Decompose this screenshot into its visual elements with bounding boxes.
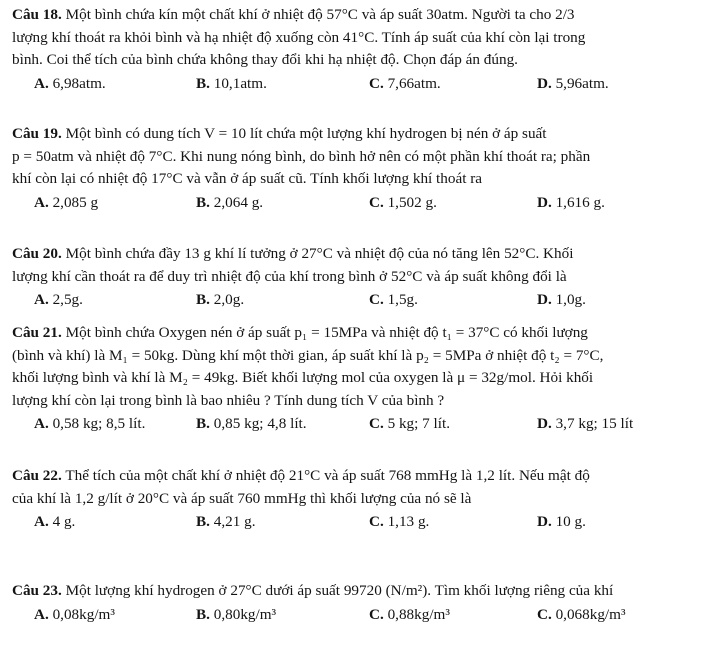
question-text: khối lượng bình và khí là M₂ = 49kg. Biết khối lượng mol của oxygen là μ = 32g/mol. Hỏi khối bbox=[12, 369, 594, 386]
option-b[interactable]: B. 10,1atm. bbox=[196, 74, 267, 92]
question-line bbox=[12, 580, 702, 603]
question-label: Câu 21. bbox=[12, 324, 62, 341]
question-text: Một bình chứa kín một chất khí ở nhiệt độ 57°C và áp suất 30atm. Người ta cho 2/3 bbox=[65, 6, 575, 23]
option-c[interactable]: C. 1,502 g. bbox=[369, 193, 437, 211]
question-label: Câu 18. bbox=[12, 6, 62, 23]
option-c[interactable]: C. 7,66atm. bbox=[369, 74, 441, 92]
answer-options bbox=[12, 510, 702, 534]
option-c[interactable]: C. 0,88kg/m³ bbox=[369, 605, 450, 623]
question-text: Thể tích của một chất khí ở nhiệt độ 21°C và áp suất 768 mmHg là 1,2 lít. Nếu mật độ bbox=[65, 467, 590, 484]
option-d[interactable]: D. 3,7 kg; 15 lít bbox=[537, 415, 634, 432]
question-text: lượng khí cần thoát ra để duy trì nhiệt độ của khí trong bình ở 52°C và áp suất không đổi là bbox=[12, 267, 567, 285]
option-d[interactable]: C. 0,068kg/m³ bbox=[537, 605, 626, 623]
option-c[interactable]: C. 1,13 g. bbox=[369, 513, 430, 530]
answer-options bbox=[12, 191, 702, 215]
question-text: của khí là 1,2 g/lít ở 20°C và áp suất 760 mmHg thì khối lượng của nó sẽ là bbox=[12, 489, 472, 507]
option-d[interactable]: D. 10 g. bbox=[537, 513, 586, 530]
option-b[interactable]: B. 2,064 g. bbox=[196, 193, 264, 211]
option-d[interactable]: D. 1,0g. bbox=[537, 291, 586, 308]
question-line bbox=[12, 465, 702, 488]
question-20 bbox=[12, 243, 702, 312]
option-c[interactable]: C. 5 kg; 7 lít. bbox=[369, 415, 451, 432]
question-22 bbox=[12, 465, 702, 534]
question-21 bbox=[12, 322, 702, 436]
question-text: Một bình chứa Oxygen nén ở áp suất p₁ = 15MPa và nhiệt độ t₁ = 37°C có khối lượng bbox=[65, 324, 588, 341]
question-label: Câu 19. bbox=[12, 125, 62, 142]
question-label: Câu 20. bbox=[12, 245, 62, 262]
answer-options bbox=[12, 72, 702, 96]
option-b[interactable]: B. 0,85 kg; 4,8 lít. bbox=[196, 415, 307, 432]
question-text: (bình và khí) là M₁ = 50kg. Dùng khí một thời gian, áp suất khí là p₂ = 5MPa ở nhiệt độ t₂ = 7°C, bbox=[12, 346, 604, 364]
question-23 bbox=[12, 580, 702, 627]
question-label: Câu 23. bbox=[12, 582, 62, 599]
option-c[interactable]: C. 1,5g. bbox=[369, 291, 418, 308]
option-a[interactable]: A. 0,08kg/m³ bbox=[34, 605, 115, 623]
question-line bbox=[12, 322, 702, 345]
question-line bbox=[12, 243, 702, 266]
question-line bbox=[12, 123, 702, 146]
option-a[interactable]: A. 4 g. bbox=[34, 513, 76, 530]
question-text: bình. Coi thể tích của bình chứa không thay đổi khi hạ nhiệt độ. Chọn đáp án đúng. bbox=[12, 51, 518, 68]
question-text: Một bình chứa đầy 13 g khí lí tưởng ở 27°C và nhiệt độ của nó tăng lên 52°C. Khối bbox=[65, 245, 574, 262]
answer-options bbox=[12, 288, 702, 312]
option-a[interactable]: A. 0,58 kg; 8,5 lít. bbox=[34, 415, 146, 432]
option-d[interactable]: D. 1,616 g. bbox=[537, 193, 605, 211]
option-b[interactable]: B. 2,0g. bbox=[196, 291, 245, 308]
question-label: Câu 22. bbox=[12, 467, 62, 484]
option-a[interactable]: A. 2,085 g bbox=[34, 193, 99, 211]
question-text: Một bình có dung tích V = 10 lít chứa một lượng khí hydrogen bị nén ở áp suất bbox=[65, 125, 547, 142]
answer-options bbox=[12, 412, 702, 436]
question-18 bbox=[12, 4, 702, 96]
question-text: lượng khí còn lại trong bình là bao nhiêu ? Tính dung tích V của bình ? bbox=[12, 391, 445, 409]
option-a[interactable]: A. 2,5g. bbox=[34, 291, 83, 308]
question-19 bbox=[12, 123, 702, 215]
option-a[interactable]: A. 6,98atm. bbox=[34, 74, 106, 92]
question-line bbox=[12, 4, 702, 27]
question-text: khí còn lại có nhiệt độ 17°C và vẫn ở áp suất cũ. Tính khối lượng khí thoát ra bbox=[12, 170, 483, 187]
question-text: p = 50atm và nhiệt độ 7°C. Khi nung nóng bình, do bình hở nên có một phần khí thoát ra; phần bbox=[12, 147, 591, 165]
answer-options bbox=[12, 603, 702, 627]
question-text: Một lượng khí hydrogen ở 27°C dưới áp suất 99720 (N/m²). Tìm khối lượng riêng của khí bbox=[65, 582, 614, 599]
question-text: lượng khí thoát ra khỏi bình và hạ nhiệt độ xuống còn 41°C. Tính áp suất của khí còn lại trong bbox=[12, 28, 586, 46]
option-d[interactable]: D. 5,96atm. bbox=[537, 74, 609, 92]
option-b[interactable]: B. 0,80kg/m³ bbox=[196, 605, 277, 623]
option-b[interactable]: B. 4,21 g. bbox=[196, 513, 256, 530]
